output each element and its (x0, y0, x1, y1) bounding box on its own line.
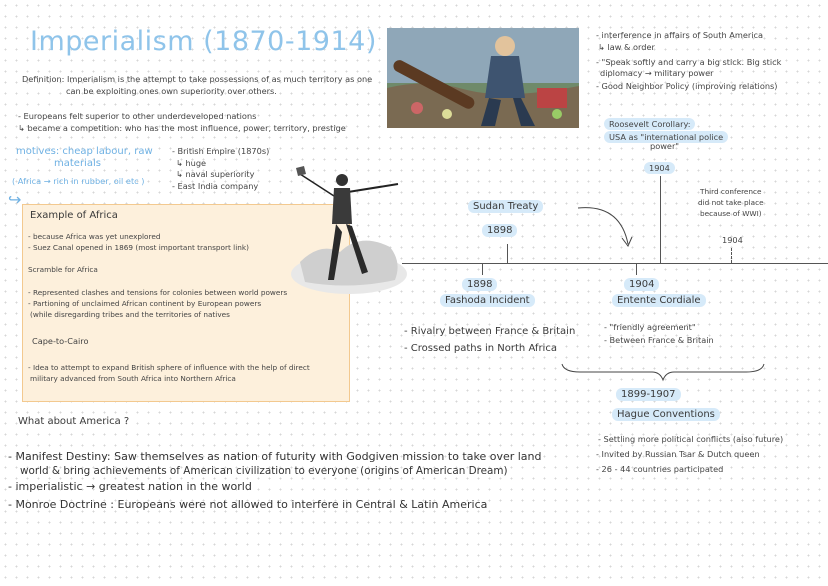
africa-heading: Example of Africa (30, 210, 118, 221)
fashoda-incident-label: Fashoda Incident (440, 294, 535, 307)
hague-years: 1899-1907 (616, 388, 681, 401)
motives-label: motives: cheap labour, raw (16, 146, 153, 157)
cape-heading: Cape-to-Cairo (32, 336, 89, 346)
hague-note-2: - Invited by Russian Tsar & Dutch queen (596, 449, 760, 459)
tick-1898-top (507, 244, 508, 263)
hague-note-3: - 26 - 44 countries participated (596, 464, 724, 474)
right-note-4: diplomacy → military power (600, 68, 714, 78)
year-1898-top: 1898 (482, 224, 517, 237)
year-1904-bottom: 1904 (624, 278, 659, 291)
year-1904-dashed: 1904 (722, 235, 743, 245)
right-note-5: - Good Neighbor Policy (improving relations) (596, 81, 778, 91)
fashoda-note-2: - Crossed paths in North Africa (404, 343, 557, 354)
europeans-line-1: - Europeans felt superior to other underdeveloped nations (18, 111, 257, 121)
europeans-line-2: ↳ became a competition: who has the most influence, power, territory, prestige (18, 123, 346, 133)
africa-bullet-3: - Represented clashes and tensions for colonies between world powers (28, 288, 288, 297)
page-title: Imperialism (1870-1914) (30, 26, 377, 57)
sudan-treaty-label: Sudan Treaty (468, 200, 543, 213)
tick-1904-dashed (731, 248, 732, 263)
right-note-2: ↳ law & order (598, 42, 655, 52)
africa-bullet-2: - Suez Canal opened in 1869 (most important transport link) (28, 243, 249, 252)
right-note-3: - "Speak softly and carry a big stick. Big stick (596, 57, 782, 67)
motives-note: ( Africa → rich in rubber, oil etc ) (12, 176, 145, 186)
manifest-destiny-line-2: world & bring achievements of American civilization to everyone (origins of American Dream) (20, 465, 508, 477)
hague-conventions-label: Hague Conventions (612, 408, 720, 421)
british-line-2: ↳ huge (176, 158, 207, 168)
hague-note-1: - Settling more political conflicts (also future) (598, 434, 784, 444)
motives-label-2: materials (54, 158, 101, 169)
brace-icon (560, 362, 766, 382)
definition-line-1: Definition: Imperialism is the attempt to take possessions of as much territory as one (22, 74, 373, 84)
africa-bullet-7: military advanced from South Africa into Northern Africa (30, 374, 236, 383)
curved-arrow-icon (576, 200, 636, 252)
africa-bullet-1: - because Africa was yet unexplored (28, 232, 161, 241)
entente-cordiale-label: Entente Cordiale (612, 294, 706, 307)
third-conference-line-1: Third conference (700, 187, 762, 196)
monroe-doctrine-line: - Monroe Doctrine : Europeans were not allowed to interfere in Central & Latin America (8, 498, 488, 511)
third-conference-line-2: did not take place (698, 198, 764, 207)
america-heading: What about America ? (18, 416, 130, 427)
tick-1904-bottom (636, 263, 637, 275)
year-1904-top: 1904 (644, 162, 675, 174)
tick-1904-top (660, 176, 661, 263)
timeline-axis (402, 263, 828, 264)
entente-note-1: - "friendly agreement" (604, 322, 696, 332)
british-line-3: ↳ naval superiority (176, 169, 255, 179)
entente-note-2: - Between France & Britain (604, 335, 714, 345)
definition-line-2: can be exploiting ones own superiority over others. (66, 86, 277, 96)
imperialistic-line: - imperialistic → greatest nation in the world (8, 480, 252, 493)
africa-bullet-5: (while disregarding tribes and the territories of natives (30, 310, 230, 319)
british-line-1: - British Empire (1870s) (172, 146, 270, 156)
third-conference-line-3: because of WWI) (700, 209, 762, 218)
curved-arrow-icon: ↪ (8, 190, 22, 209)
tick-1898-bottom (482, 263, 483, 275)
british-line-4: - East India company (172, 181, 259, 191)
rhodes-colossus-cartoon (290, 162, 408, 294)
roosevelt-line-3: power" (650, 141, 680, 151)
roosevelt-line-2: USA as "international police (604, 131, 728, 143)
scramble-heading: Scramble for Africa (28, 265, 98, 274)
roosevelt-heading: Roosevelt Corollary: (604, 118, 695, 130)
right-note-1: - interference in affairs of South America (596, 30, 764, 40)
fashoda-note-1: - Rivalry between France & Britain (404, 326, 576, 337)
africa-bullet-6: - Idea to attempt to expand British sphere of influence with the help of direct (28, 363, 310, 372)
year-1898-bottom: 1898 (462, 278, 497, 291)
big-stick-cartoon (387, 28, 579, 128)
manifest-destiny-line-1: - Manifest Destiny: Saw themselves as nation of futurity with Godgiven mission to take over land (8, 450, 542, 463)
africa-bullet-4: - Partioning of unclaimed African continent by European powers (28, 299, 262, 308)
